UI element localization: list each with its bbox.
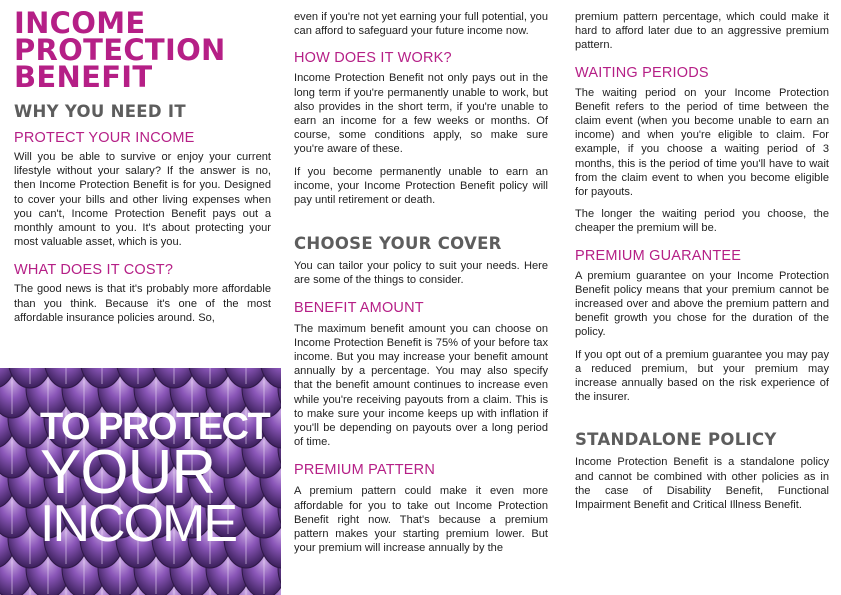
cost-paragraph: The good news is that it's probably more affordable than you think. Because it's one of the most affordable insurance policies around. So, (14, 283, 271, 324)
image-overlay-text (40, 406, 270, 553)
overlay-line-3: INCOME (40, 495, 236, 553)
cost-heading: WHAT DOES IT COST? (14, 262, 174, 279)
benefit-heading: BENEFIT AMOUNT (294, 299, 424, 316)
how-paragraph-2: If you become permanently unable to earn an income, your Income Protection Benefit policy will pay until retirement or death. (294, 165, 548, 207)
continued-paragraph: even if you're not yet earning your full potential, you can afford to safeguard your future income now. (294, 11, 548, 38)
guarantee-paragraph-2: If you opt out of a premium guarantee you may pay a reduced premium, but your premium may increase annually based on the risk experience of the insurer. (575, 348, 829, 404)
column-left (14, 0, 271, 325)
document-title: INCOME PROTECTION BENEFIT (14, 6, 226, 94)
choose-paragraph: You can tailor your policy to suit your needs. Here are some of the things to consider. (294, 260, 548, 287)
column-right (575, 0, 829, 512)
protect-heading: PROTECT YOUR INCOME (14, 130, 195, 146)
waiting-paragraph-2: The longer the waiting period you choose, the cheaper the premium will be. (575, 208, 829, 235)
waiting-heading: WAITING PERIODS (575, 64, 709, 81)
waiting-paragraph-1: The waiting period on your Income Protection Benefit refers to the period of time between the claim event (when you become unable to earn an income) and when you're eligible to claim. For example, if you choose a waiting period of 3 months, this is the period of time you'll have to wait from the claim event to when you become eligible for payouts. (575, 86, 829, 199)
how-heading: HOW DOES IT WORK? (294, 50, 452, 67)
continued-paragraph-right: premium pattern percentage, which could make it hard to afford later due to an aggressive premium pattern. (575, 11, 829, 52)
benefit-paragraph: The maximum benefit amount you can choose on Income Protection Benefit is 75% of your before tax income. But you may increase your benefit amount annually by a percentage. You may also specify that the benefit amount continues to increase even while you're receiving payouts from a claim. This is to make sure your income keeps up with inflation if you'll be depending on payouts over a long period of time. (294, 322, 548, 449)
overlay-line-2: YOUR (40, 438, 216, 507)
guarantee-heading: PREMIUM GUARANTEE (575, 247, 742, 264)
protect-paragraph: Will you be able to survive or enjoy your current lifestyle without your salary? If the answer is no, then Income Protection Benefit is for you. Designed to cover your bills and other living expenses when you can't, Income Protection Benefit pays out a monthly amount to you. It's about protecting your most valuable asset, which is you. (14, 151, 271, 249)
pattern-heading: PREMIUM PATTERN (294, 462, 436, 479)
guarantee-paragraph-1: A premium guarantee on your Income Protection Benefit policy means that your premium cannot be increased over and above the premium pattern and benefit growth you chose for the duration of the policy. (575, 269, 829, 339)
standalone-paragraph: Income Protection Benefit is a standalone policy and cannot be combined with other policies as in the case of Disability Benefit, Functional Impairment Benefit and Critical Illness Benefit. (575, 456, 829, 512)
column-middle (294, 0, 548, 555)
how-paragraph-1: Income Protection Benefit not only pays out in the long term if you're permanently unable to work, but also provides in the short term, if you're unable to earn an income for a few weeks or months. Of course, some conditions apply, so make sure you're aware of these. (294, 72, 548, 156)
pattern-paragraph: A premium pattern could make it even more affordable for you to take out Income Protection Benefit right now. That's because a premium pattern makes your starting premium lower. But your premium will increase annually by the (294, 485, 548, 555)
overlay-line-1: TO PROTECT (40, 406, 270, 448)
standalone-heading: STANDALONE POLICY (575, 430, 777, 450)
choose-heading: CHOOSE YOUR COVER (294, 234, 502, 254)
why-heading: WHY YOU NEED IT (14, 102, 186, 121)
